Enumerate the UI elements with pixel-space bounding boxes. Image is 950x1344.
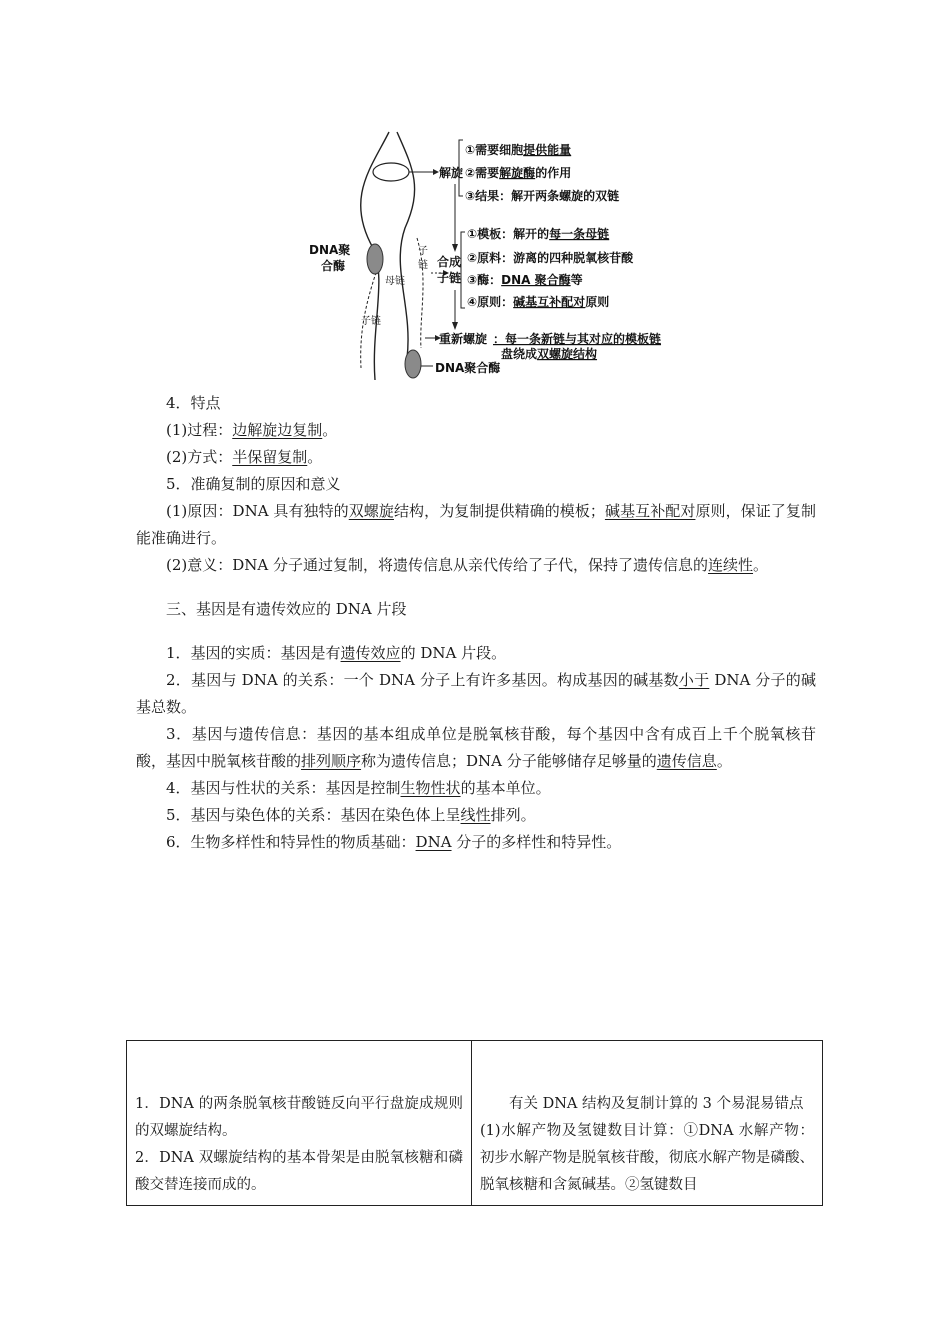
text-run: ④原则： (467, 295, 514, 309)
text-run: 2．基因与 DNA 的关系：一个 DNA 分子上有许多基因。构成基因的碱基数 (166, 671, 679, 689)
underlined-term: 解旋酶 (499, 166, 536, 180)
text-run: ③酶： (467, 273, 502, 287)
daughter-top-label-2: 链 (418, 260, 428, 271)
text-run: 分子的多样性和特异性。 (451, 833, 622, 851)
underlined-term: 遗传效应 (340, 644, 401, 662)
text-run: 。 (322, 421, 338, 439)
paragraph (136, 667, 816, 721)
text-run: 1．基因的实质：基因是有 (166, 644, 341, 662)
underlined-term: 生物性状 (400, 779, 461, 797)
replication-schematic (305, 128, 665, 384)
text-run: 6．生物多样性和特异性的物质基础： (166, 833, 416, 851)
summary-left-item-1: 1．DNA 的两条脱氧核苷酸链反向平行盘旋成规则的双螺旋结构。 (135, 1096, 463, 1139)
rewind-label: 重新螺旋 (439, 332, 488, 346)
text-run: 的作用 (535, 166, 572, 180)
text-run: 4．基因与性状的关系：基因是控制 (166, 779, 401, 797)
daughter-top-label-1: 子 (418, 246, 428, 257)
text-run: 三、基因是有遗传效应的 DNA 片段 (166, 600, 407, 618)
underlined-term: 碱基互补配对 (604, 502, 696, 520)
brace-synth (461, 232, 465, 308)
summary-right-title: 有关 DNA 结构及复制计算的 3 个易混易错点 (509, 1096, 804, 1112)
underlined-term: 连续性 (708, 556, 754, 574)
paragraph (136, 552, 816, 579)
text-run: 5．基因与染色体的关系：基因在染色体上呈 (166, 806, 461, 824)
paragraph (136, 417, 816, 444)
underlined-term: 双螺旋结构 (537, 347, 598, 361)
paragraph (136, 829, 816, 856)
main-text (136, 390, 816, 856)
text-run: (1)过程： (166, 421, 233, 439)
daughter-strand-left (361, 258, 381, 368)
underlined-term: 半保留复制 (232, 448, 308, 466)
text-run: ②需要 (465, 166, 500, 180)
text-run: (2)方式： (166, 448, 233, 466)
underlined-term: 小于 (678, 671, 710, 689)
text-run: 结构，为复制提供精确的模板； (393, 502, 605, 520)
dna-polymerase-bottom (405, 350, 421, 378)
text-run: DNA 分子的碱基总数。 (136, 671, 816, 716)
enzyme-label-line2: 合酶 (321, 259, 346, 273)
text-run: (1)原因：DNA 具有独特的 (166, 502, 349, 520)
text-run: (2)意义：DNA 分子通过复制，将遗传信息从亲代传给了子代，保持了遗传信息的 (166, 556, 709, 574)
synth-item-2 (467, 250, 634, 265)
text-run: 称为遗传信息；DNA 分子能够储存足够量的 (361, 752, 657, 770)
summary-left-cell (127, 1041, 472, 1205)
underlined-term: 边解旋边复制 (232, 421, 323, 439)
rewind-line-2 (501, 346, 597, 361)
text-run: 的基本单位。 (460, 779, 551, 797)
unwinding-ring (373, 163, 409, 181)
synth-item-1 (467, 226, 609, 241)
summary-table (126, 1040, 823, 1206)
enzyme-label-line1: DNA聚 (309, 243, 351, 257)
text-run: 。 (716, 752, 732, 770)
text-run: 盘绕成 (501, 347, 538, 361)
text-run: ①模板：解开的 (467, 227, 550, 241)
underlined-term: 遗传信息 (656, 752, 717, 770)
underlined-term: 提供能量 (523, 143, 572, 157)
underlined-term: DNA (415, 833, 452, 851)
text-run: 原则，保证了复制能准确进行。 (136, 502, 816, 547)
paragraph (136, 444, 816, 471)
text-run: ①需要细胞 (465, 143, 524, 157)
section-heading (136, 596, 816, 623)
underlined-term: ：每一条新链与其对应的模板链 (493, 332, 662, 346)
underlined-term: 双螺旋 (348, 502, 394, 520)
text-run: 等 (570, 273, 583, 287)
summary-right-cell (472, 1041, 822, 1205)
paragraph (136, 471, 816, 498)
paragraph (136, 390, 816, 417)
text-run: 。 (753, 556, 769, 574)
text-run: 3．基因与遗传信息：基因的基本组成单位是脱氧核苷酸，每个基因中含有成百上千个脱氧核苷酸，基因中脱氧核苷酸的 (136, 725, 816, 770)
paragraph (136, 721, 816, 775)
synth-item-3 (467, 272, 583, 287)
paragraph (136, 775, 816, 802)
text-run: 的 DNA 片段。 (400, 644, 507, 662)
text-run: 5．准确复制的原因和意义 (166, 475, 341, 493)
text-run: 4．特点 (166, 394, 221, 412)
text-run: 排列。 (490, 806, 536, 824)
synth-label-line2: 子链 (437, 271, 462, 285)
unwind-item-2 (465, 165, 571, 180)
unwind-item-1 (465, 142, 571, 157)
dna-polymerase-top (367, 244, 383, 274)
paragraph (136, 802, 816, 829)
underlined-term: 碱基互补配对 (513, 295, 586, 309)
unwind-item-3 (465, 188, 619, 203)
enzyme-bottom-label: DNA聚合酶 (435, 361, 501, 375)
paragraph (136, 498, 816, 552)
parent-strand-label: 母链 (385, 276, 405, 287)
text-run: ③结果：解开两条螺旋的双链 (465, 189, 620, 203)
summary-left-item-2: 2．DNA 双螺旋结构的基本骨架是由脱氧核糖和磷酸交替连接而成的。 (135, 1150, 463, 1193)
text-run: 。 (307, 448, 323, 466)
text-run: ②原料：游离的四种脱氧核苷酸 (467, 251, 634, 265)
summary-right-body: (1)水解产物及氢键数目计算：①DNA 水解产物：初步水解产物是脱氧核苷酸，彻底水解产物是磷酸、脱氧核糖和含氮碱基。②氢键数目 (480, 1123, 814, 1193)
synth-label-line1: 合成 (437, 255, 462, 269)
underlined-term: 排列顺序 (301, 752, 362, 770)
parent-strand-right (397, 132, 415, 358)
paragraph (136, 640, 816, 667)
underlined-term: 每一条母链 (549, 227, 610, 241)
underlined-term: 线性 (460, 806, 491, 824)
underlined-term: DNA 聚合酶 (501, 273, 571, 287)
rewind-line-1 (493, 331, 661, 346)
dna-replication-diagram (305, 128, 665, 384)
text-run: 原则 (585, 295, 610, 309)
flow-arrow-head-1 (452, 244, 458, 252)
synth-item-4 (467, 294, 609, 309)
daughter-strand-label: 子链 (361, 316, 381, 327)
unwind-label: 解旋 (439, 166, 464, 180)
flow-arrow-head-2 (452, 322, 458, 330)
